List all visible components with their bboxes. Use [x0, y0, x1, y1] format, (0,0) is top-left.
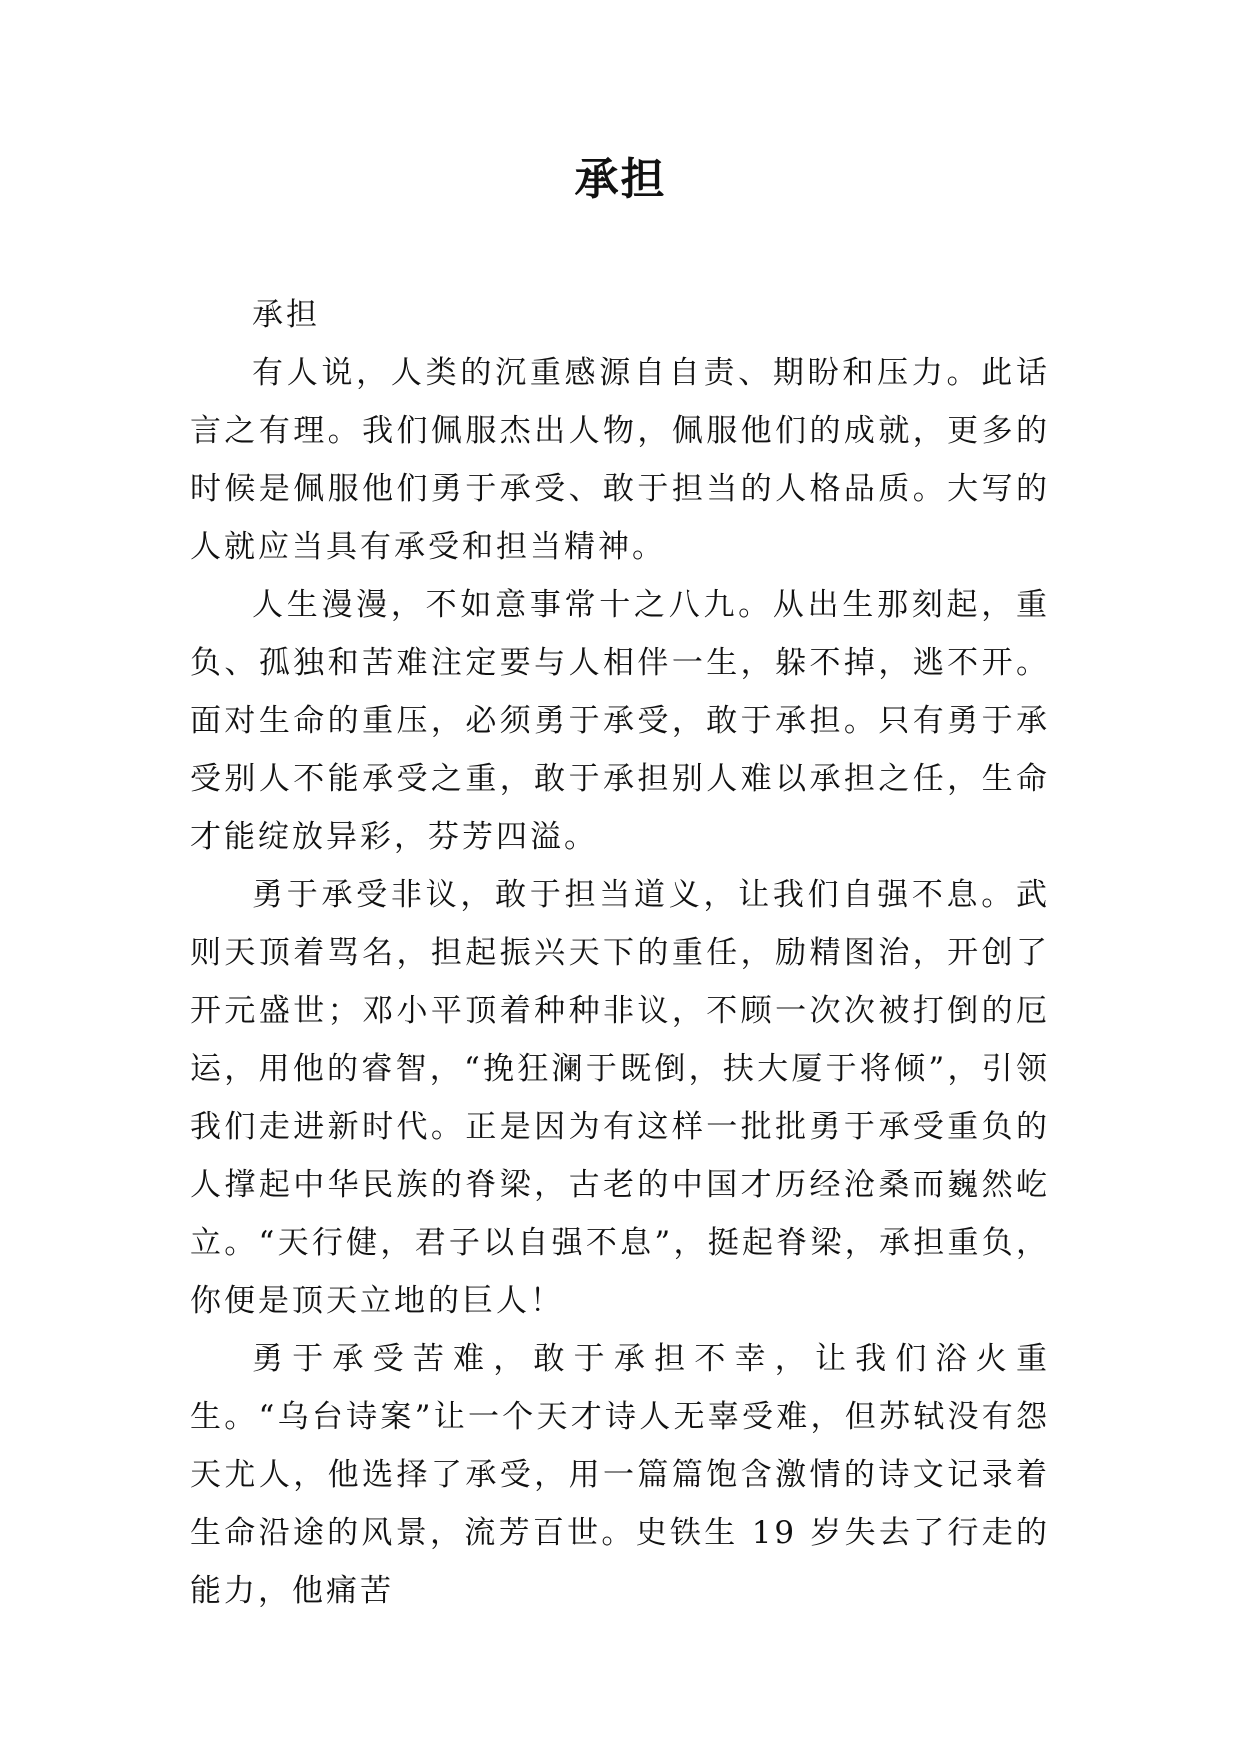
paragraph-2: 人生漫漫，不如意事常十之八九。从出生那刻起，重负、孤独和苦难注定要与人相伴一生，躲不掉，逃不开。面对生命的重压，必须勇于承受，敢于承担。只有勇于承受别人不能承受之重，敢于承担别人难以承担之任，生命才能绽放异彩，芬芳四溢。 — [190, 587, 1050, 855]
document-body — [190, 286, 1050, 1620]
paragraph-subtitle: 承担 — [252, 297, 320, 333]
paragraph-3: 勇于承受非议，敢于担当道义，让我们自强不息。武则天顶着骂名，担起振兴天下的重任，励精图治，开创了开元盛世；邓小平顶着种种非议，不顾一次次被打倒的厄运，用他的睿智，“挽狂澜于既倒，扶大厦于将倾”，引领我们走进新时代。正是因为有这样一批批勇于承受重负的人撑起中华民族的脊梁，古老的中国才历经沧桑而巍然屹立。“天行健，君子以自强不息”，挺起脊梁，承担重负，你便是顶天立地的巨人！ — [190, 877, 1050, 1319]
paragraph-1: 有人说，人类的沉重感源自自责、期盼和压力。此话言之有理。我们佩服杰出人物，佩服他们的成就，更多的时候是佩服他们勇于承受、敢于担当的人格品质。大写的人就应当具有承受和担当精神。 — [190, 355, 1050, 565]
document-title: 承担 — [574, 154, 667, 205]
paragraph-4: 勇于承受苦难，敢于承担不幸，让我们浴火重生。“乌台诗案”让一个天才诗人无辜受难，但苏轼没有怨天尤人，他选择了承受，用一篇篇饱含激情的诗文记录着生命沿途的风景，流芳百世。史铁生 19 岁失去了行走的能力，他痛苦 — [190, 1341, 1050, 1609]
